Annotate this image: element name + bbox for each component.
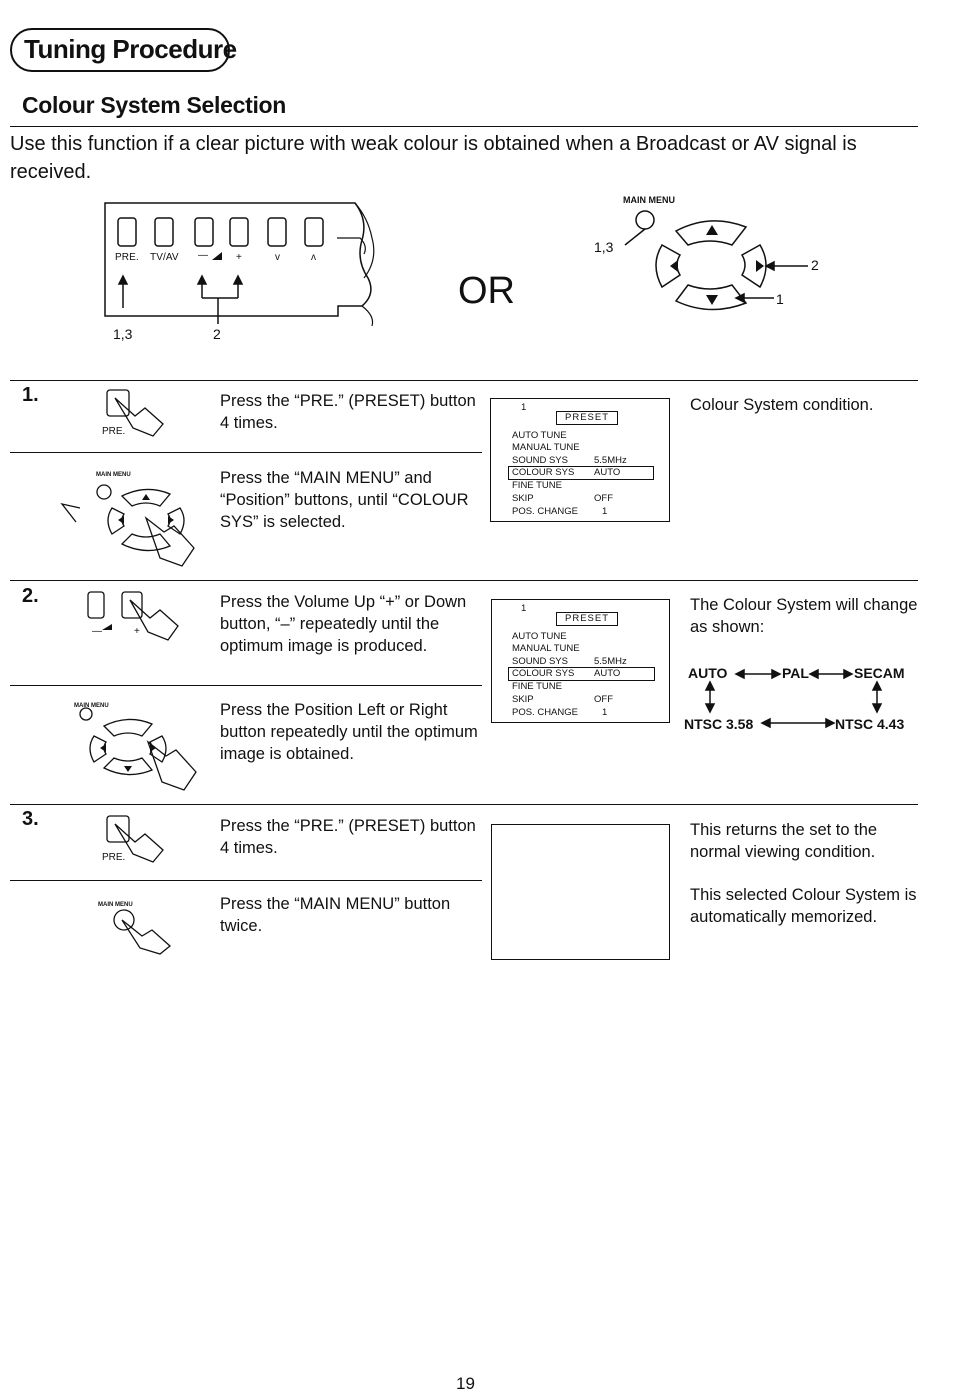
step2-menu-value: 5.5MHz	[594, 656, 627, 667]
step1-menu-item: SOUND SYS	[512, 455, 568, 466]
step2-menu-value: OFF	[594, 694, 613, 705]
step3-note-2: This selected Colour System is automatically memorized.	[690, 886, 917, 926]
step3-note-1: This returns the set to the normal viewing condition.	[690, 821, 878, 861]
remote-hand-icon	[60, 478, 200, 568]
step3-main-menu-label: MAIN MENU	[98, 902, 133, 908]
panel-label-up: ʌ	[311, 252, 317, 263]
step1-menu-channel: 1	[521, 402, 527, 413]
step1-menu-value: AUTO	[594, 467, 621, 478]
remote-callout-13: 1,3	[594, 239, 614, 255]
step3-rule	[10, 804, 918, 805]
step1-instruction-a: Press the “PRE.” (PRESET) button 4 times.	[220, 392, 476, 432]
step3-blank-screen	[491, 824, 670, 960]
step1-menu-item: SKIP	[512, 493, 534, 504]
volume-wedge-icon	[212, 252, 222, 260]
page-header-title: Tuning Procedure	[24, 34, 237, 64]
step1-sub-rule	[10, 452, 482, 453]
main-menu-hand-icon	[110, 908, 180, 954]
section-rule	[10, 126, 918, 127]
page-number: 19	[456, 1374, 475, 1393]
step2-menu-item: SKIP	[512, 694, 534, 705]
step2-number: 2.	[22, 585, 39, 607]
control-panel-diagram	[100, 198, 390, 338]
panel-label-down: v	[275, 252, 281, 263]
intro-paragraph: Use this function if a clear picture with weak colour is obtained when a Broadcast or AV signal is received.	[10, 133, 857, 183]
step2-instruction-b: Press the Position Left or Right button repeatedly until the optimum image is obtained.	[220, 701, 478, 763]
remote-dpad-icon	[620, 205, 820, 315]
step1-menu-item: POS. CHANGE	[512, 506, 578, 517]
panel-label-pre: PRE.	[115, 252, 139, 263]
step2-menu-item-selected: COLOUR SYS	[512, 668, 575, 679]
step2-menu-item: AUTO TUNE	[512, 631, 567, 642]
step2-rule	[10, 580, 918, 581]
panel-callout-2: 2	[213, 326, 221, 342]
step2-main-menu-label: MAIN MENU	[74, 703, 109, 709]
step1-menu-value: 1	[602, 506, 608, 517]
step1-menu-item: AUTO TUNE	[512, 430, 567, 441]
panel-callout-13: 1,3	[113, 326, 133, 342]
step2-plus-label: +	[134, 626, 140, 637]
step2-minus-label: —	[92, 626, 102, 637]
step2-sub-rule	[10, 685, 482, 686]
step3-instruction-a: Press the “PRE.” (PRESET) button 4 times.	[220, 817, 476, 857]
step1-menu-tab: PRESET	[556, 411, 618, 425]
remote-hand-icon	[70, 706, 200, 792]
panel-label-minus: —	[198, 250, 209, 261]
colour-cycle-pal: PAL	[782, 665, 809, 681]
step3-pre-label: PRE.	[102, 852, 126, 863]
step1-note: Colour System condition.	[690, 396, 874, 414]
step2-note: The Colour System will change as shown:	[690, 596, 918, 636]
step1-rule	[10, 380, 918, 381]
step1-menu-value: OFF	[594, 493, 613, 504]
step2-menu-item: FINE TUNE	[512, 681, 562, 692]
colour-cycle-secam: SECAM	[854, 665, 905, 681]
remote-callout-1: 1	[776, 291, 784, 307]
remote-callout-2: 2	[811, 257, 819, 273]
step3-sub-rule	[10, 880, 482, 881]
step1-menu-item: MANUAL TUNE	[512, 442, 580, 453]
step3-number: 3.	[22, 808, 39, 830]
step2-menu-value: 1	[602, 707, 608, 718]
colour-cycle-auto: AUTO	[688, 665, 728, 681]
step1-menu-item-selected: COLOUR SYS	[512, 467, 575, 478]
step3-instruction-b: Press the “MAIN MENU” button twice.	[220, 895, 451, 935]
step2-menu-item: MANUAL TUNE	[512, 643, 580, 654]
panel-label-plus: +	[236, 252, 242, 263]
colour-cycle-ntsc443: NTSC 4.43	[835, 716, 905, 732]
section-title: Colour System Selection	[22, 92, 287, 118]
colour-cycle-arrows	[680, 660, 920, 730]
step2-menu-tab: PRESET	[556, 612, 618, 626]
colour-cycle-ntsc358: NTSC 3.58	[684, 716, 754, 732]
step2-instruction-a: Press the Volume Up “+” or Down button, “–” repeatedly until the optimum image is produced.	[220, 593, 467, 655]
step1-number: 1.	[22, 384, 39, 406]
step1-pre-label: PRE.	[102, 426, 126, 437]
step2-menu-channel: 1	[521, 603, 527, 614]
step2-menu-item: POS. CHANGE	[512, 707, 578, 718]
remote-main-menu-label: MAIN MENU	[623, 195, 675, 205]
or-separator: OR	[458, 270, 515, 312]
step1-menu-value: 5.5MHz	[594, 455, 627, 466]
panel-label-tvav: TV/AV	[150, 252, 179, 263]
step2-menu-item: SOUND SYS	[512, 656, 568, 667]
step1-menu-item: FINE TUNE	[512, 480, 562, 491]
step2-menu-value: AUTO	[594, 668, 621, 679]
step1-main-menu-label: MAIN MENU	[96, 472, 131, 478]
step1-instruction-b: Press the “MAIN MENU” and “Position” buttons, until “COLOUR SYS” is selected.	[220, 469, 469, 531]
